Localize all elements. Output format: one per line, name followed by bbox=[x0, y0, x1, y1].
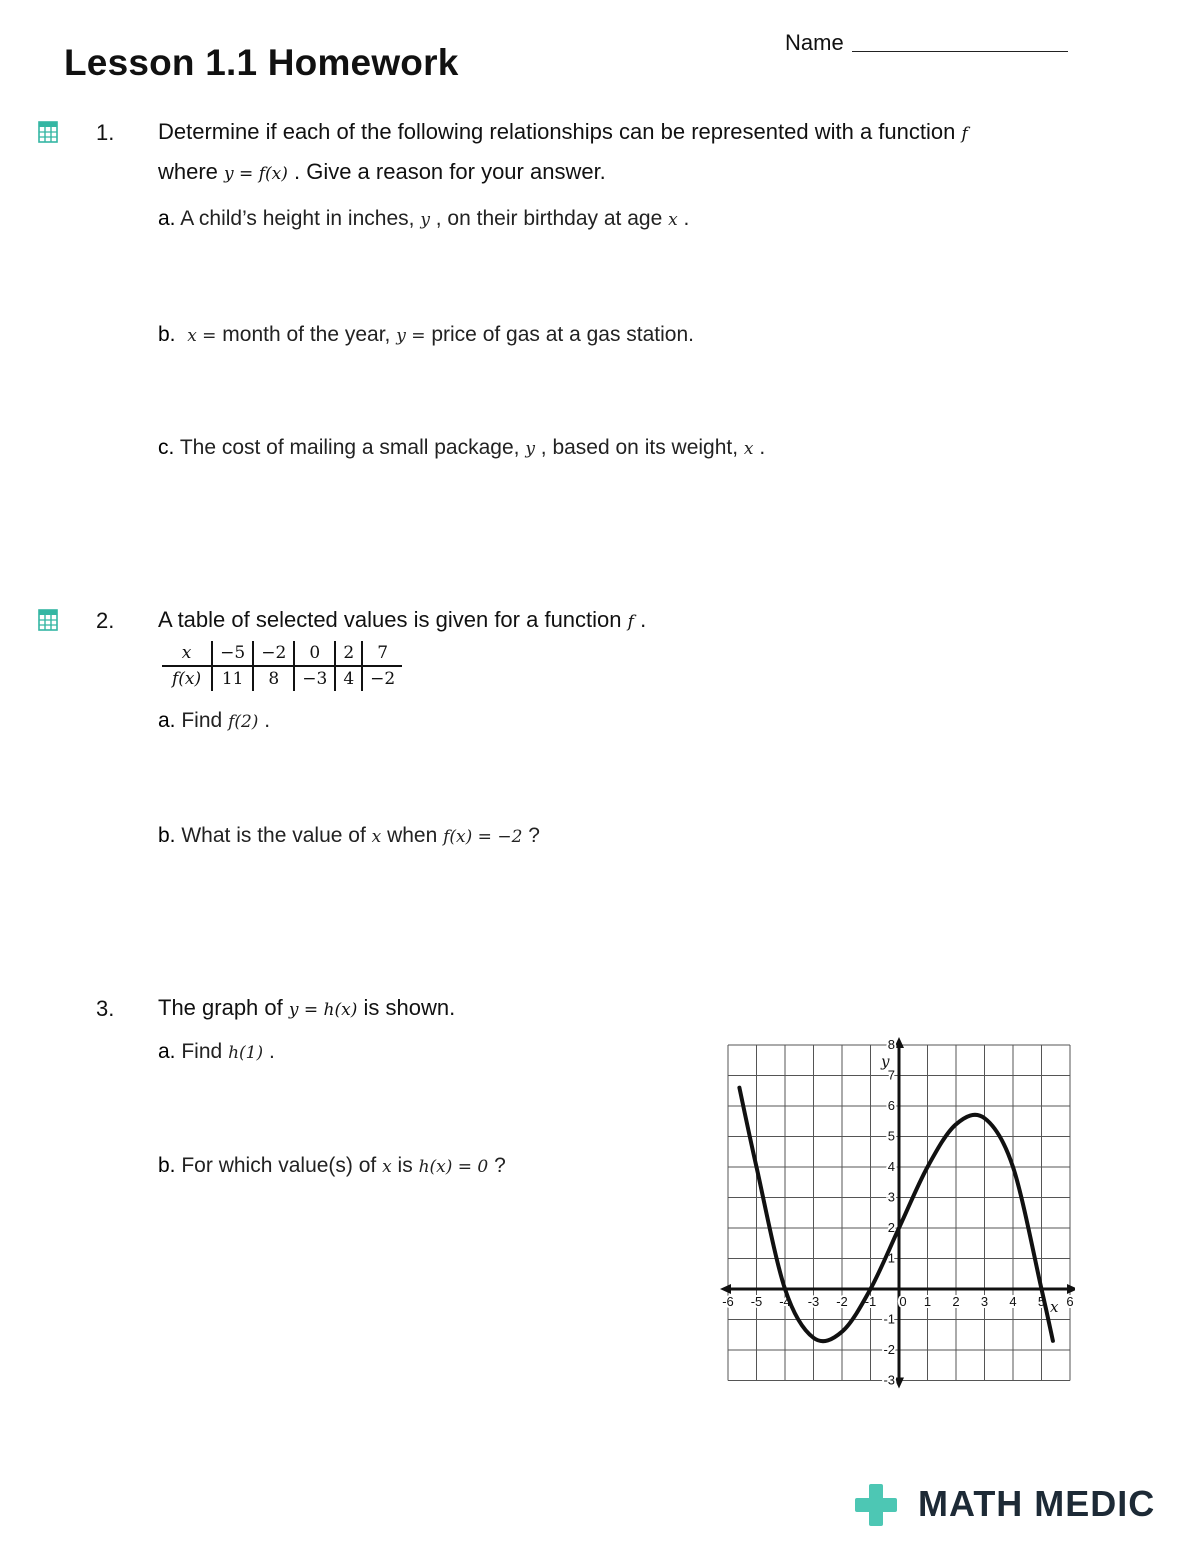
name-field[interactable] bbox=[852, 51, 1068, 52]
table-cell: −5 bbox=[212, 641, 253, 666]
function-graph bbox=[715, 1035, 1075, 1395]
y-tick-label: 2 bbox=[887, 1220, 895, 1235]
question-1b: b. x = month of the year, y = price of gas at a gas station. bbox=[158, 323, 694, 346]
y-axis-label: y bbox=[881, 1052, 890, 1071]
x-tick-label: 4 bbox=[1009, 1294, 1017, 1309]
y-tick-label: 6 bbox=[887, 1098, 895, 1113]
calculator-icon[interactable] bbox=[38, 609, 58, 631]
table-cell: 8 bbox=[253, 666, 294, 691]
math-medic-logo-text: MATH MEDIC bbox=[918, 1483, 1156, 1524]
table-header-fx: f(x) bbox=[172, 669, 202, 689]
y-tick-label: 5 bbox=[887, 1128, 895, 1144]
x-tick-label: 1 bbox=[923, 1294, 932, 1309]
page-title: Lesson 1.1 Homework bbox=[64, 42, 459, 83]
question-3b: b. For which value(s) of x is h(x) = 0 ? bbox=[158, 1154, 506, 1177]
x-tick-label: -6 bbox=[722, 1294, 734, 1309]
x-axis-arrow-right bbox=[1067, 1284, 1075, 1294]
x-axis-arrow-left bbox=[720, 1284, 731, 1294]
x-tick-label: -5 bbox=[750, 1294, 763, 1309]
x-tick-label: 5 bbox=[1037, 1294, 1046, 1309]
question-1a: a. A child’s height in inches, y , on their birthday at age x . bbox=[158, 207, 690, 230]
table-cell: 7 bbox=[362, 641, 402, 666]
x-tick-label: 2 bbox=[952, 1294, 960, 1309]
table-cell: 11 bbox=[212, 666, 253, 691]
question-2a: a. Find f(2) . bbox=[158, 709, 271, 732]
y-tick-label: 8 bbox=[887, 1037, 895, 1052]
y-axis-arrow-up bbox=[894, 1037, 904, 1048]
y-tick-label: 3 bbox=[887, 1189, 895, 1205]
y-tick-label: 4 bbox=[887, 1159, 895, 1174]
y-tick-label: -2 bbox=[883, 1342, 895, 1357]
table-cell: 0 bbox=[294, 641, 335, 666]
x-tick-label: -4 bbox=[779, 1294, 791, 1309]
question-number-3: 3. bbox=[96, 996, 115, 1021]
y-tick-label: -1 bbox=[883, 1311, 895, 1327]
math-medic-cross-icon bbox=[853, 1482, 899, 1528]
x-tick-label: 3 bbox=[980, 1294, 989, 1309]
y-tick-label: -3 bbox=[883, 1372, 895, 1388]
question-number-2: 2. bbox=[96, 608, 115, 633]
x-axis-label: x bbox=[1050, 1297, 1059, 1316]
y-axis-arrow-down bbox=[894, 1378, 904, 1389]
table-cell: −3 bbox=[294, 666, 335, 691]
table-cell: 4 bbox=[335, 666, 362, 691]
name-label: Name bbox=[785, 30, 844, 55]
question-3-stem: The graph of y = h(x) is shown. bbox=[158, 995, 456, 1020]
x-tick-label: -1 bbox=[864, 1294, 877, 1309]
table-row bbox=[162, 666, 402, 691]
y-tick-label: 1 bbox=[887, 1250, 895, 1266]
question-1-stem: Determine if each of the following relationships can be represented with a function f where y = f(x) . Give a reason for your answer. bbox=[158, 119, 968, 184]
x-tick-label: 6 bbox=[1066, 1294, 1074, 1309]
table-cell: −2 bbox=[362, 666, 402, 691]
x-tick-label: 0 bbox=[899, 1294, 907, 1309]
x-tick-label: -2 bbox=[836, 1294, 848, 1309]
values-table bbox=[162, 641, 402, 691]
question-1c: c. The cost of mailing a small package, y , based on its weight, x . bbox=[158, 436, 766, 459]
table-cell: 2 bbox=[335, 641, 362, 666]
question-2b: b. What is the value of x when f(x) = −2 ? bbox=[158, 824, 540, 847]
question-number-1: 1. bbox=[96, 120, 115, 145]
y-tick-label: 7 bbox=[887, 1067, 895, 1083]
table-header-x: x bbox=[162, 641, 212, 666]
question-3a: a. Find h(1) . bbox=[158, 1040, 275, 1063]
table-row bbox=[162, 641, 402, 666]
question-2-stem: A table of selected values is given for a function f . bbox=[158, 607, 647, 632]
x-tick-label: -3 bbox=[807, 1294, 820, 1309]
calculator-icon[interactable] bbox=[38, 121, 58, 143]
table-cell: −2 bbox=[253, 641, 294, 666]
